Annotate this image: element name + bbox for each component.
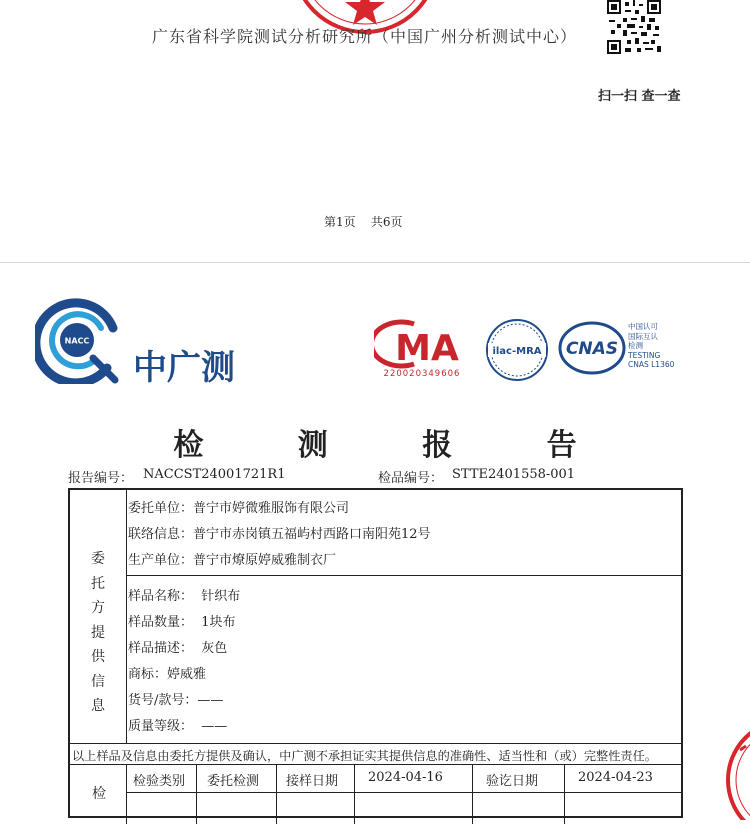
page-indicator: 第1页 共6页	[324, 215, 403, 229]
sample-quantity: 样品数量： 1块布	[128, 615, 236, 630]
table-divider	[70, 764, 683, 765]
cnas-text: CNAS	[565, 339, 619, 359]
sample-name: 样品名称： 针织布	[128, 589, 241, 604]
table-divider	[196, 764, 197, 824]
sample-number-label: 检品编号：	[378, 471, 444, 486]
table-divider	[126, 575, 683, 576]
table-divider	[126, 490, 127, 743]
page-separator	[0, 262, 750, 269]
institute-line: 广东省科学院测试分析研究所（中国广州分析测试中心）	[152, 27, 578, 46]
table-divider	[564, 764, 565, 824]
cnas-logo-icon	[558, 320, 626, 376]
disclaimer: 以上样品及信息由委托方提供及确认，中广测不承担证实其提供信息的准确性、适当性和（或）完整性责任。	[72, 749, 657, 763]
nacc-badge-text: NACC	[64, 336, 90, 346]
inspection-type-value: 委托检测	[207, 774, 260, 789]
producer-unit: 生产单位：普宁市燎原婷威雅制衣厂	[128, 553, 337, 568]
brand-name: 中广测	[133, 348, 235, 388]
qr-code-icon[interactable]	[607, 0, 661, 54]
client-address: 联络信息：普宁市赤岗镇五福屿村西路口南阳苑12号	[128, 527, 431, 542]
report-title: 检 测 报 告	[173, 428, 619, 463]
receive-date-label: 接样日期	[286, 774, 339, 789]
table-divider	[354, 764, 355, 824]
ilac-text: ilac-MRA	[492, 346, 542, 357]
official-seal-edge	[718, 710, 750, 820]
complete-date-label: 验讫日期	[486, 774, 539, 789]
client-info-side-label: 委托方提供信息	[91, 551, 105, 714]
report-number-label: 报告编号：	[68, 471, 134, 486]
ilac-mra-logo-icon	[485, 318, 549, 382]
receive-date: 2024-04-16	[368, 770, 443, 785]
inspection-side-label: 检	[92, 786, 106, 802]
table-divider	[126, 764, 127, 824]
table-divider	[472, 764, 473, 824]
report-info-table	[68, 488, 683, 818]
scan-verify-label: 扫一扫 查一查	[598, 89, 681, 104]
nacc-logo-icon	[35, 298, 125, 384]
cma-number: 220020349606	[383, 369, 461, 379]
table-divider	[126, 792, 683, 793]
sample-grade: 质量等级： ——	[128, 719, 228, 734]
sample-number: STTE2401558-001	[452, 467, 576, 482]
complete-date: 2024-04-23	[578, 770, 653, 785]
cma-text: MA	[395, 328, 459, 369]
client-unit: 委托单位：普宁市婷微雅服饰有限公司	[128, 501, 350, 516]
sample-description: 样品描述： 灰色	[128, 641, 228, 656]
table-divider	[276, 764, 277, 824]
sample-brand: 商标：婷威雅	[128, 667, 207, 682]
report-number: NACCST24001721R1	[143, 467, 286, 482]
table-divider	[70, 743, 683, 744]
inspection-type-label: 检验类别	[133, 774, 186, 789]
cnas-caption: 中国认可 国际互认 检测 TESTING CNAS L1360	[628, 322, 675, 370]
sample-model: 货号/款号：——	[128, 693, 224, 708]
